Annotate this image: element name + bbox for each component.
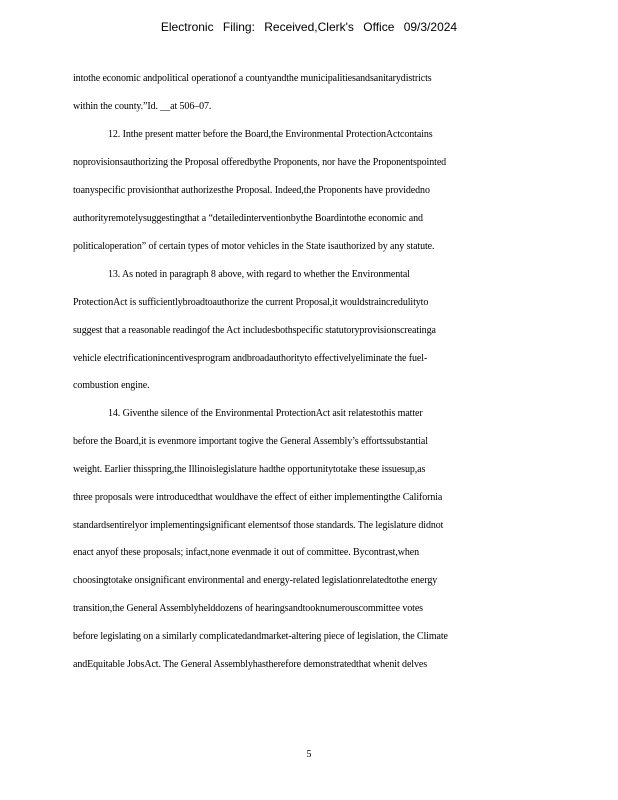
body-line: standardsentirelyor implementingsignificant elementsof those standards. The legislature didnot	[73, 520, 444, 531]
body-line: noprovisionsauthorizing the Proposal offeredbythe Proponents, nor have the Proponentspointed	[73, 157, 447, 168]
body-line: before legislating on a similarly complicatedandmarket-altering piece of legislation, the Climate	[73, 631, 448, 642]
body-line: three proposals were introducedthat wouldhave the effect of either implementingthe California	[73, 492, 443, 503]
body-line: intothe economic andpolitical operationof a countyandthe municipalitiesandsanitarydistricts	[73, 73, 432, 84]
body-line: ProtectionAct is sufficientlybroadtoauthorize the current Proposal,it wouldstraincredulityto	[73, 297, 429, 308]
body-line: within the county.”Id. __at 506–07.	[73, 101, 212, 112]
body-line: authorityremotelysuggestingthat a “detailedinterventionbythe Boardintothe economic and	[73, 213, 423, 224]
body-line: choosingtotake onsignificant environmental and energy-related legislationrelatedtothe energy	[73, 575, 438, 586]
body-line: enact anyof these proposals; infact,none evenmade it out of committee. Bycontrast,when	[73, 547, 420, 558]
body-line: vehicle electrificationincentivesprogram andbroadauthorityto effectivelyeliminate the fuel-	[73, 353, 428, 364]
paragraph-13-start: 13. As noted in paragraph 8 above, with regard to whether the Environmental	[108, 269, 410, 280]
paragraph-12-start: 12. Inthe present matter before the Board,the Environmental ProtectionActcontains	[108, 129, 433, 140]
body-line: weight. Earlier thisspring,the Illinoislegislature hadthe opportunitytotake these issuesup,as	[73, 464, 426, 475]
body-line: andEquitable JobsAct. The General Assemblyhastherefore demonstratedthat whenit delves	[73, 659, 427, 670]
body-line: toanyspecific provisionthat authorizesthe Proposal. Indeed,the Proponents have providedno	[73, 185, 430, 196]
paragraph-14-start: 14. Giventhe silence of the Environmental ProtectionAct asit relatestothis matter	[108, 408, 423, 419]
body-line: before the Board,it is evenmore important togive the General Assembly’s effortssubstantial	[73, 436, 428, 447]
page-number: 5	[306, 749, 312, 760]
filing-header: Electronic Filing: Received,Clerk's Office 09/3/2024	[160, 20, 458, 34]
body-line: politicaloperation” of certain types of motor vehicles in the State isauthorized by any statute.	[73, 241, 435, 252]
body-line: combustion engine.	[73, 380, 150, 391]
body-line: transition,the General Assemblyhelddozens of hearingsandtooknumerouscommittee votes	[73, 603, 423, 614]
body-line: suggest that a reasonable readingof the Act includesbothspecific statutoryprovisionscreatinga	[73, 325, 436, 336]
